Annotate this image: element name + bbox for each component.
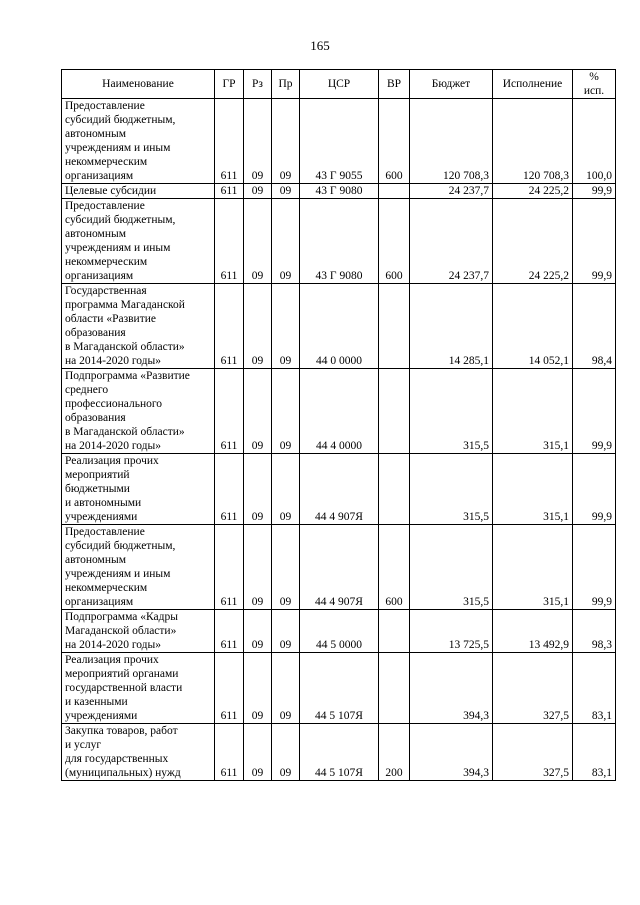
cell-execution: 315,1 (493, 454, 573, 525)
cell-execution: 13 492,9 (493, 610, 573, 653)
cell-rz: 09 (244, 724, 272, 781)
cell-vr: 600 (379, 99, 410, 184)
cell-csr: 44 4 0000 (300, 369, 379, 454)
cell-rz: 09 (244, 454, 272, 525)
cell-rz: 09 (244, 99, 272, 184)
cell-pr: 09 (272, 199, 300, 284)
cell-budget: 315,5 (410, 525, 493, 610)
cell-budget: 13 725,5 (410, 610, 493, 653)
cell-percent: 83,1 (573, 724, 616, 781)
header-row (62, 70, 616, 99)
cell-percent: 99,9 (573, 184, 616, 199)
header-rz: Рз (244, 70, 272, 99)
cell-gr: 611 (215, 724, 244, 781)
cell-vr (379, 284, 410, 369)
cell-vr: 600 (379, 525, 410, 610)
cell-execution: 24 225,2 (493, 184, 573, 199)
cell-rz: 09 (244, 653, 272, 724)
cell-name: Предоставление субсидий бюджетным, автономным учреждениям и иным некоммерческим организациям (62, 99, 215, 184)
table-row (62, 199, 616, 284)
cell-name: Реализация прочих мероприятий органами государственной власти и казенными учреждениями (62, 653, 215, 724)
cell-vr: 600 (379, 199, 410, 284)
cell-execution: 14 052,1 (493, 284, 573, 369)
cell-vr (379, 184, 410, 199)
cell-rz: 09 (244, 184, 272, 199)
table-row (62, 724, 616, 781)
cell-execution: 327,5 (493, 724, 573, 781)
table-row (62, 653, 616, 724)
cell-name: Реализация прочих мероприятий бюджетными и автономными учреждениями (62, 454, 215, 525)
cell-pr: 09 (272, 454, 300, 525)
cell-name: Предоставление субсидий бюджетным, автономным учреждениям и иным некоммерческим организациям (62, 525, 215, 610)
cell-gr: 611 (215, 284, 244, 369)
cell-percent: 99,9 (573, 369, 616, 454)
table-row (62, 369, 616, 454)
cell-gr: 611 (215, 653, 244, 724)
cell-percent: 98,3 (573, 610, 616, 653)
cell-vr (379, 454, 410, 525)
cell-gr: 611 (215, 199, 244, 284)
cell-csr: 43 Г 9080 (300, 184, 379, 199)
cell-name: Закупка товаров, работ и услуг для государственных (муниципальных) нужд (62, 724, 215, 781)
header-pr: Пр (272, 70, 300, 99)
cell-budget: 120 708,3 (410, 99, 493, 184)
cell-name: Подпрограмма «Развитие среднего профессионального образования в Магаданской области» на 2014-2020 годы» (62, 369, 215, 454)
header-gr: ГР (215, 70, 244, 99)
cell-execution: 315,1 (493, 525, 573, 610)
cell-rz: 09 (244, 284, 272, 369)
cell-name: Подпрограмма «Кадры Магаданской области» на 2014-2020 годы» (62, 610, 215, 653)
cell-percent: 98,4 (573, 284, 616, 369)
cell-rz: 09 (244, 610, 272, 653)
cell-pr: 09 (272, 610, 300, 653)
cell-pr: 09 (272, 724, 300, 781)
cell-rz: 09 (244, 369, 272, 454)
cell-pr: 09 (272, 369, 300, 454)
cell-csr: 44 4 907Я (300, 525, 379, 610)
cell-gr: 611 (215, 184, 244, 199)
cell-budget: 394,3 (410, 653, 493, 724)
header-execution: Исполнение (493, 70, 573, 99)
cell-percent: 83,1 (573, 653, 616, 724)
header-percent: % исп. (573, 70, 616, 99)
cell-vr (379, 369, 410, 454)
cell-gr: 611 (215, 99, 244, 184)
cell-percent: 99,9 (573, 525, 616, 610)
cell-name: Целевые субсидии (62, 184, 215, 199)
cell-budget: 315,5 (410, 454, 493, 525)
cell-pr: 09 (272, 653, 300, 724)
cell-csr: 44 5 107Я (300, 724, 379, 781)
cell-budget: 394,3 (410, 724, 493, 781)
page-number: 165 (310, 38, 330, 53)
cell-execution: 120 708,3 (493, 99, 573, 184)
cell-execution: 315,1 (493, 369, 573, 454)
cell-pr: 09 (272, 525, 300, 610)
cell-vr (379, 653, 410, 724)
cell-csr: 43 Г 9055 (300, 99, 379, 184)
cell-execution: 327,5 (493, 653, 573, 724)
table-row (62, 610, 616, 653)
cell-rz: 09 (244, 199, 272, 284)
table-row (62, 184, 616, 199)
cell-csr: 44 5 0000 (300, 610, 379, 653)
header-budget: Бюджет (410, 70, 493, 99)
cell-percent: 99,9 (573, 454, 616, 525)
cell-gr: 611 (215, 454, 244, 525)
cell-name: Предоставление субсидий бюджетным, автономным учреждениям и иным некоммерческим организациям (62, 199, 215, 284)
cell-vr (379, 610, 410, 653)
cell-pr: 09 (272, 184, 300, 199)
cell-csr: 44 0 0000 (300, 284, 379, 369)
cell-vr: 200 (379, 724, 410, 781)
header-name: Наименование (62, 70, 215, 99)
cell-pr: 09 (272, 284, 300, 369)
cell-budget: 24 237,7 (410, 184, 493, 199)
table-row (62, 525, 616, 610)
header-csr: ЦСР (300, 70, 379, 99)
table-row (62, 99, 616, 184)
cell-budget: 24 237,7 (410, 199, 493, 284)
table-row (62, 454, 616, 525)
cell-gr: 611 (215, 369, 244, 454)
cell-csr: 44 5 107Я (300, 653, 379, 724)
cell-csr: 43 Г 9080 (300, 199, 379, 284)
cell-budget: 315,5 (410, 369, 493, 454)
cell-percent: 99,9 (573, 199, 616, 284)
cell-budget: 14 285,1 (410, 284, 493, 369)
budget-execution-table (61, 69, 616, 781)
cell-pr: 09 (272, 99, 300, 184)
cell-name: Государственная программа Магаданской области «Развитие образования в Магаданской области» на 2014-2020 годы» (62, 284, 215, 369)
table-row (62, 284, 616, 369)
cell-gr: 611 (215, 610, 244, 653)
cell-csr: 44 4 907Я (300, 454, 379, 525)
table-body (62, 99, 616, 781)
header-vr: ВР (379, 70, 410, 99)
cell-rz: 09 (244, 525, 272, 610)
cell-percent: 100,0 (573, 99, 616, 184)
cell-gr: 611 (215, 525, 244, 610)
cell-execution: 24 225,2 (493, 199, 573, 284)
